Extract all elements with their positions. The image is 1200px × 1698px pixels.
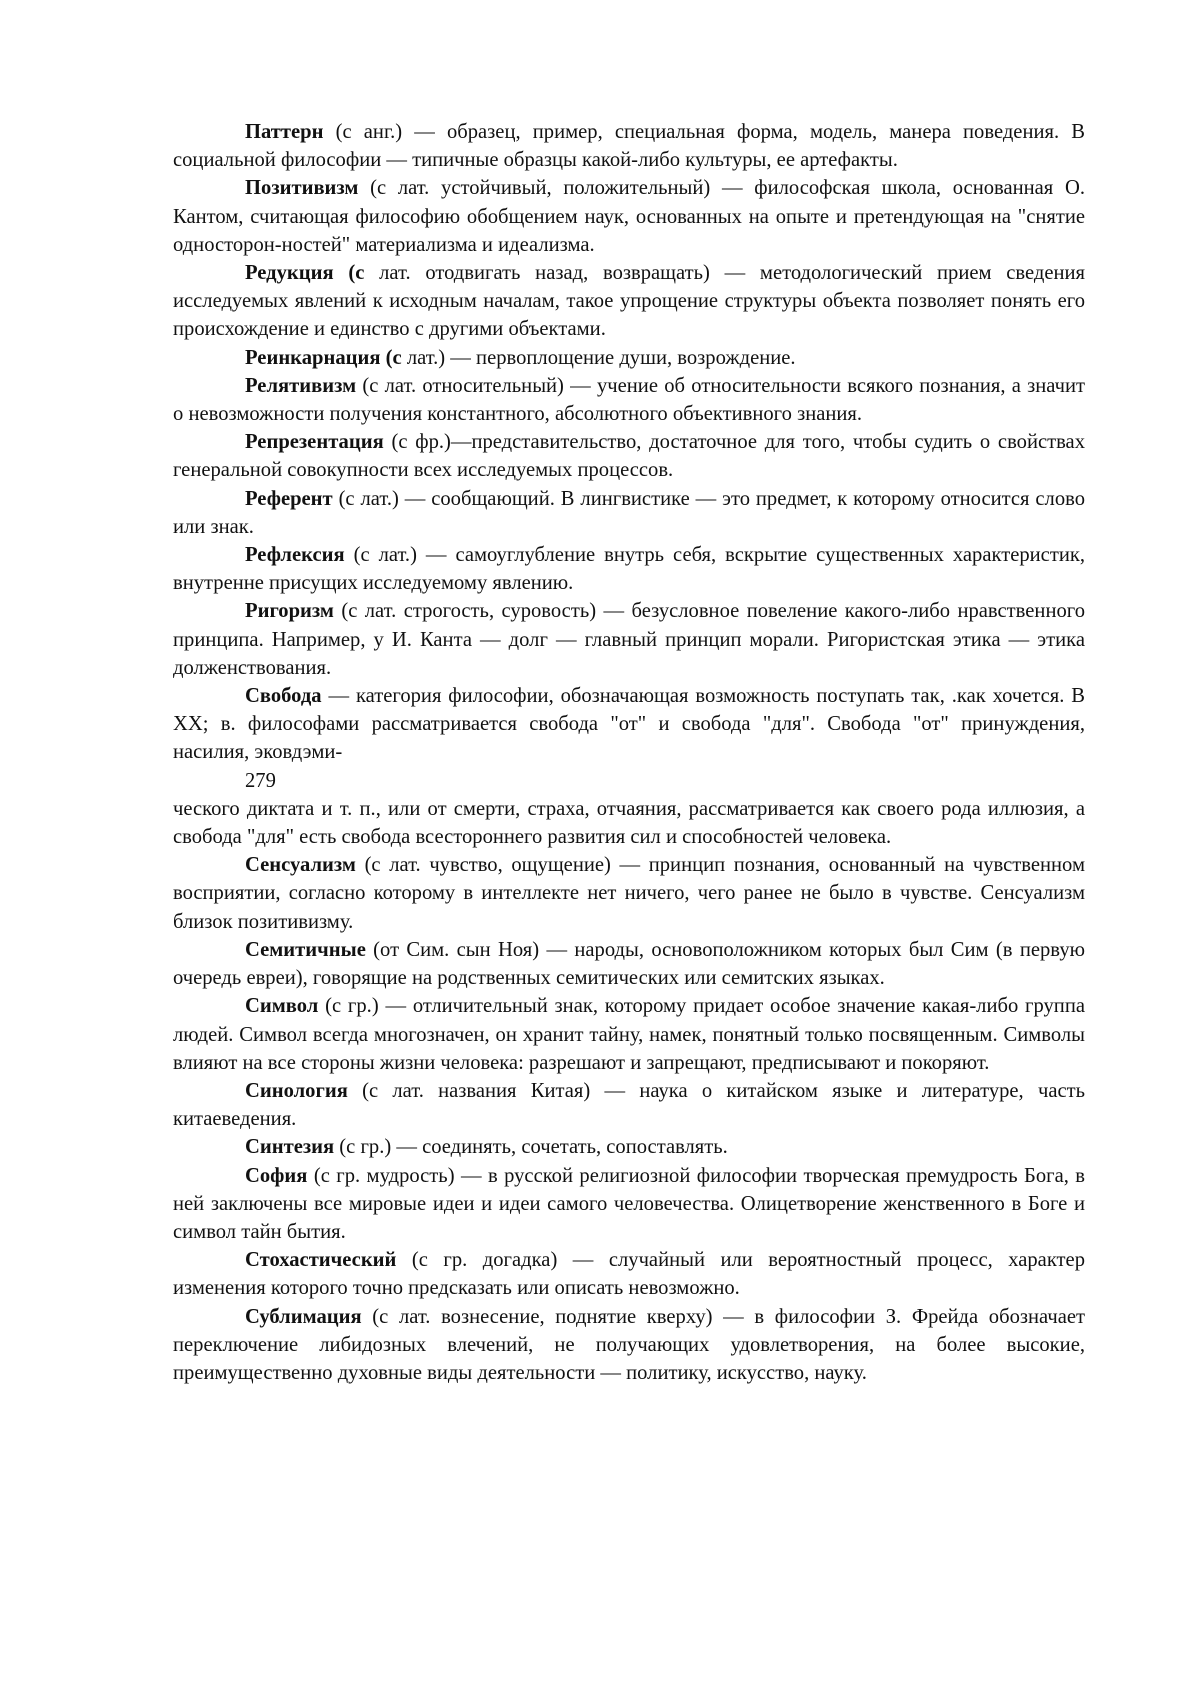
entry-term: Ригоризм	[245, 600, 334, 623]
entry-term: Сублимация	[245, 1305, 362, 1328]
entry-term: Семитичные	[245, 938, 366, 961]
entry-definition: (с фр.)—представительство, достаточное для того, чтобы судить о свойствах генеральной совокупности всех исследуемых процессов.	[173, 431, 1085, 482]
dictionary-entry	[173, 936, 1085, 992]
entry-term: Позитивизм	[245, 177, 359, 200]
dictionary-entry	[173, 1133, 1085, 1161]
entry-term: Стохастический	[245, 1249, 397, 1272]
entry-definition: лат. отодвигать назад, возвращать) — методологический прием сведения исследуемых явлений к исходным началам, такое упрощение структуры объекта позволяет понять его происхождение и единство с другими объектами.	[173, 262, 1086, 341]
entry-definition: (с анг.) — образец, пример, специальная форма, модель, манера поведения. В социальной философии — типичные образцы какой-либо культуры, ее артефакты.	[173, 121, 1085, 172]
entry-term: Символ	[245, 995, 319, 1018]
entry-term: Синтезия	[245, 1136, 335, 1159]
continuation-text: ческого диктата и т. п., или от смерти, страха, отчаяния, рассматривается как своего рода иллюзия, а свобода "для" есть свобода всестороннего развития сил и способностей человека.	[173, 797, 1085, 849]
dictionary-entry	[173, 372, 1085, 428]
entry-definition: — категория философии, обозначающая возможность поступать так, .как хочется. В XX; в. философами рассматривается свобода "от" и свобода "для". Свобода "от" принуждения, насилия, эковдэми-	[173, 685, 1085, 764]
dictionary-entry	[173, 259, 1085, 344]
entry-term: Паттерн	[245, 121, 324, 143]
entry-definition: (с гр. мудрость) — в русской религиозной философии творческая премудрость Бога, в ней заключены все мировые идеи и идеи самого человечества. Олицетворение женственного в Боге и символ тайн бытия.	[173, 1164, 1085, 1243]
page-number: 279	[245, 769, 276, 792]
entry-term: София	[245, 1164, 308, 1187]
entry-definition: (от Сим. сын Ноя) — народы, основоположником которых был Сим (в первую очередь евреи), говорящие на родственных семитических или семитских языках.	[173, 938, 1085, 990]
dictionary-entry	[173, 992, 1085, 1077]
entry-term: Релятивизм	[245, 374, 357, 397]
dictionary-entry	[173, 851, 1085, 936]
entry-definition: (с лат. строгость, суровость) — безусловное повеление какого-либо нравственного принципа. Например, у И. Канта — долг — главный принцип морали. Ригористская этика — этика долженствования.	[173, 600, 1085, 679]
entry-term: Редукция (с	[245, 262, 365, 285]
entry-term: Рефлексия	[245, 544, 345, 567]
entry-definition: (с лат. названия Китая) — наука о китайском языке и литературе, часть китаеведения.	[173, 1079, 1085, 1131]
dictionary-entry	[173, 1303, 1085, 1388]
entry-definition: (с лат.) — сообщающий. В лингвистике — это предмет, к которому относится слово или знак.	[173, 487, 1085, 538]
entry-definition: (с гр.) — соединять, сочетать, сопоставлять.	[334, 1136, 728, 1159]
dictionary-entry	[173, 485, 1085, 541]
dictionary-entry	[173, 1162, 1085, 1247]
entry-definition: (с гр.) — отличительный знак, которому придает особое значение какая-либо группа людей. Символ всегда многозначен, он хранит тайну, намек, понятный только посвященным. Символы влияют на все стороны жизни человека: разрешают и запрещают, предписывают и покоряют.	[173, 995, 1085, 1074]
entry-term: Синология	[245, 1079, 348, 1102]
entry-definition: лат.) — первоплощение души, возрождение.	[401, 346, 796, 369]
dictionary-entry	[173, 174, 1085, 259]
entry-definition: (с гр. догадка) — случайный или вероятностный процесс, характер изменения которого точно предсказать или описать невозможно.	[173, 1249, 1085, 1300]
dictionary-entry	[173, 1246, 1085, 1302]
dictionary-entry	[173, 682, 1085, 767]
entry-definition: (с лат. чувство, ощущение) — принцип познания, основанный на чувственном восприятии, согласно которому в интеллекте нет ничего, чего ранее не было в чувстве. Сенсуализм близок позитивизму.	[173, 854, 1085, 933]
entry-term: Сенсуализм	[245, 854, 356, 877]
document-page	[173, 118, 1085, 1387]
entry-definition: (с лат.) — самоуглубление внутрь себя, вскрытие существенных характеристик, внутренне присущих исследуемому явлению.	[173, 544, 1085, 595]
dictionary-entry	[173, 428, 1085, 484]
entry-definition: (с лат. вознесение, поднятие кверху) — в философии З. Фрейда обозначает переключение либидозных влечений, не получающих удовлетворения, на более высокие, преимущественно духовные виды деятельности — политику, искусство, науку.	[173, 1305, 1085, 1384]
entry-term: Свобода	[245, 685, 322, 708]
dictionary-entry	[173, 118, 1085, 174]
dictionary-entry	[173, 1077, 1085, 1133]
entry-term: Репрезентация	[245, 431, 384, 454]
dictionary-entry	[173, 344, 1085, 372]
entry-continuation	[173, 795, 1085, 851]
entry-term: Референт	[245, 487, 333, 510]
entry-definition: (с лат. устойчивый, положительный) — философская школа, основанная О. Кантом, считающая философию обобщением наук, основанных на опыте и претендующая на "снятие односторон-ностей" материализма и идеализма.	[173, 177, 1085, 256]
entry-definition: (с лат. относительный) — учение об относительности всякого познания, а значит о невозможности получения константного, абсолютного объективного знания.	[173, 374, 1085, 426]
entry-term: Реинкарнация (с	[245, 346, 402, 369]
dictionary-entry	[173, 597, 1085, 682]
dictionary-entry	[173, 541, 1085, 597]
